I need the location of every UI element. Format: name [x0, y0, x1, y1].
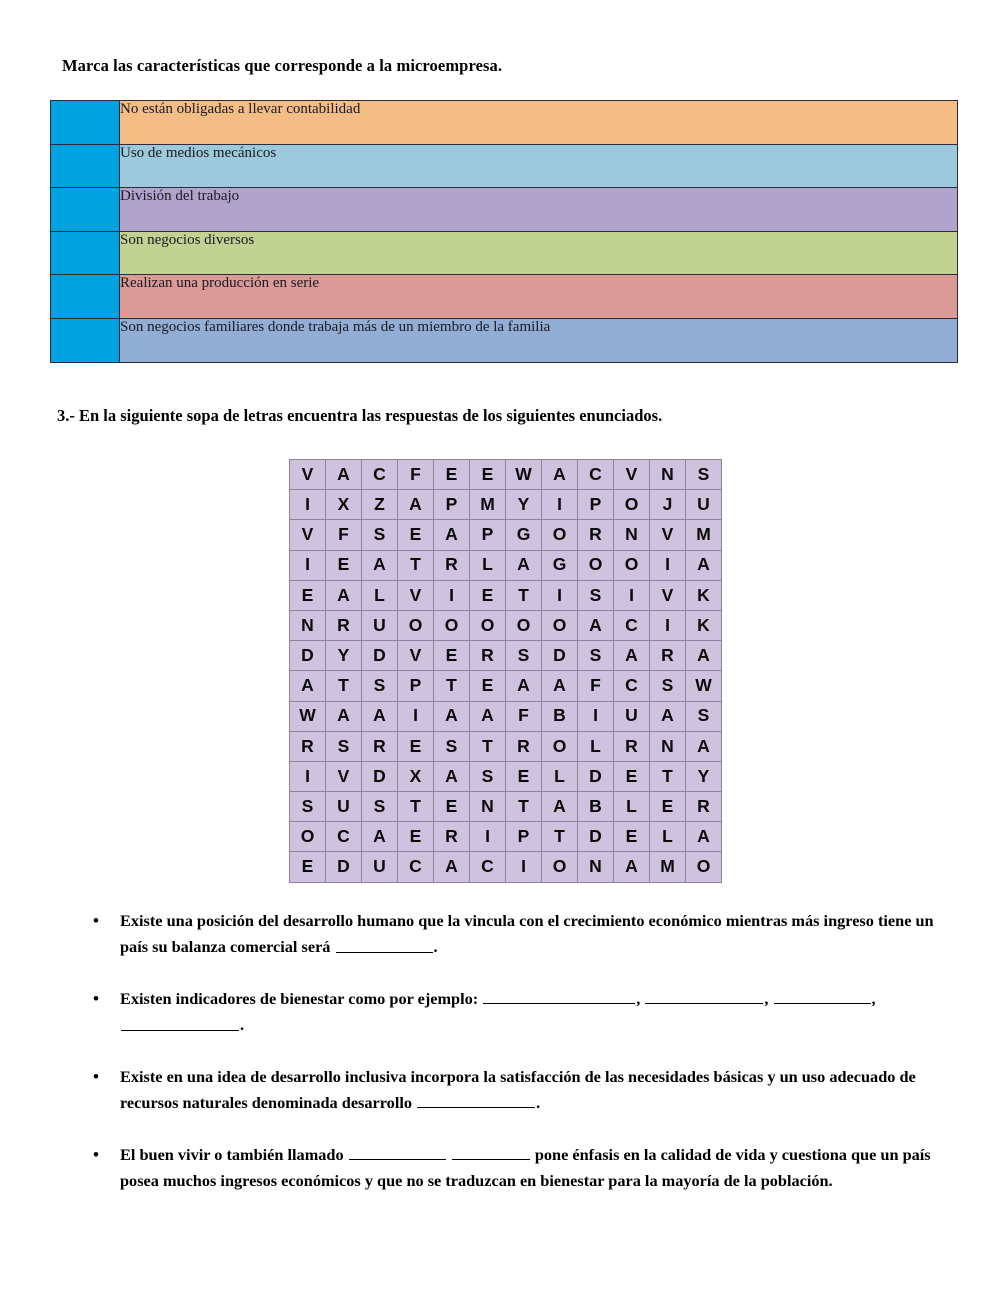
wordsearch-cell[interactable]: A [542, 671, 578, 701]
question-text: , [871, 989, 876, 1008]
wordsearch-cell[interactable]: T [542, 822, 578, 852]
characteristic-checkbox-cell[interactable] [51, 144, 120, 188]
wordsearch-cell[interactable]: A [686, 822, 722, 852]
wordsearch-cell[interactable]: A [614, 852, 650, 882]
wordsearch-cell[interactable]: O [686, 852, 722, 882]
wordsearch-cell[interactable]: I [614, 580, 650, 610]
wordsearch-cell[interactable]: O [290, 822, 326, 852]
wordsearch-cell[interactable]: F [506, 701, 542, 731]
wordsearch-cell[interactable]: V [650, 580, 686, 610]
wordsearch-cell[interactable]: D [362, 641, 398, 671]
characteristic-row [51, 275, 958, 319]
wordsearch-cell[interactable]: U [362, 852, 398, 882]
wordsearch-cell[interactable]: A [362, 550, 398, 580]
wordsearch-cell[interactable]: I [290, 550, 326, 580]
wordsearch-cell[interactable]: N [470, 792, 506, 822]
characteristic-checkbox-cell[interactable] [51, 318, 120, 362]
wordsearch-cell[interactable]: I [434, 580, 470, 610]
wordsearch-cell[interactable]: R [362, 731, 398, 761]
wordsearch-cell[interactable]: I [290, 490, 326, 520]
wordsearch-cell[interactable]: N [650, 731, 686, 761]
wordsearch-cell[interactable]: S [362, 792, 398, 822]
wordsearch-cell[interactable]: W [290, 701, 326, 731]
answer-blank[interactable] [417, 1090, 535, 1108]
wordsearch-cell[interactable]: S [290, 792, 326, 822]
wordsearch-cell[interactable]: S [506, 641, 542, 671]
answer-blank[interactable] [336, 934, 433, 952]
wordsearch-cell[interactable]: L [614, 792, 650, 822]
wordsearch-cell[interactable]: P [506, 822, 542, 852]
wordsearch-cell[interactable]: E [434, 460, 470, 490]
wordsearch-grid[interactable] [289, 459, 722, 883]
characteristic-label: Uso de medios mecánicos [120, 144, 958, 188]
wordsearch-cell[interactable]: R [686, 792, 722, 822]
wordsearch-cell[interactable]: O [470, 610, 506, 640]
wordsearch-cell[interactable]: A [542, 792, 578, 822]
wordsearch-cell[interactable]: S [470, 761, 506, 791]
wordsearch-cell[interactable]: U [362, 610, 398, 640]
wordsearch-cell[interactable]: S [434, 731, 470, 761]
wordsearch-row [290, 641, 722, 671]
wordsearch-cell[interactable]: C [578, 460, 614, 490]
wordsearch-cell[interactable]: E [470, 460, 506, 490]
wordsearch-row [290, 671, 722, 701]
wordsearch-cell[interactable]: T [398, 792, 434, 822]
wordsearch-cell[interactable]: Y [326, 641, 362, 671]
wordsearch-cell[interactable]: M [686, 520, 722, 550]
characteristic-row [51, 188, 958, 232]
question-text: pone énfasis en la calidad de vida y cuestiona que un país posea muchos ingresos económicos y que no se traduzcan en bienestar para la mayoría de la población. [120, 1144, 931, 1191]
answer-blank[interactable] [349, 1142, 446, 1160]
answer-blank[interactable] [774, 986, 871, 1004]
wordsearch-cell[interactable]: I [290, 761, 326, 791]
wordsearch-cell[interactable]: T [398, 550, 434, 580]
characteristic-row [51, 101, 958, 145]
wordsearch-cell[interactable]: E [614, 761, 650, 791]
wordsearch-cell[interactable]: I [470, 822, 506, 852]
question-text: , [764, 989, 773, 1008]
wordsearch-cell[interactable]: Y [506, 490, 542, 520]
wordsearch-cell[interactable]: V [398, 641, 434, 671]
characteristic-label: No están obligadas a llevar contabilidad [120, 101, 958, 145]
wordsearch-cell[interactable]: L [362, 580, 398, 610]
wordsearch-cell[interactable]: S [650, 671, 686, 701]
wordsearch-cell[interactable]: F [578, 671, 614, 701]
wordsearch-cell[interactable]: A [326, 460, 362, 490]
wordsearch-cell[interactable]: S [686, 701, 722, 731]
wordsearch-cell[interactable]: T [326, 671, 362, 701]
wordsearch-cell[interactable]: E [434, 792, 470, 822]
wordsearch-cell[interactable]: V [614, 460, 650, 490]
wordsearch-row [290, 550, 722, 580]
wordsearch-cell[interactable]: R [470, 641, 506, 671]
wordsearch-cell[interactable]: D [542, 641, 578, 671]
wordsearch-question-title: 3.- En la siguiente sopa de letras encuentra las respuestas de los siguientes enunciados. [57, 406, 663, 425]
wordsearch-cell[interactable]: P [578, 490, 614, 520]
wordsearch-cell[interactable]: A [398, 490, 434, 520]
wordsearch-cell[interactable]: O [614, 550, 650, 580]
wordsearch-cell[interactable]: S [326, 731, 362, 761]
wordsearch-cell[interactable]: K [686, 610, 722, 640]
wordsearch-cell[interactable]: O [542, 610, 578, 640]
wordsearch-cell[interactable]: V [290, 520, 326, 550]
wordsearch-cell[interactable]: W [686, 671, 722, 701]
wordsearch-cell[interactable]: S [362, 671, 398, 701]
characteristics-table [50, 100, 958, 363]
characteristic-checkbox-cell[interactable] [51, 275, 120, 319]
question-text: Existen indicadores de bienestar como por ejemplo: [120, 989, 483, 1008]
wordsearch-cell[interactable]: D [290, 641, 326, 671]
characteristic-label: Son negocios familiares donde trabaja más de un miembro de la familia [120, 318, 958, 362]
wordsearch-cell[interactable]: U [614, 701, 650, 731]
wordsearch-cell[interactable]: O [614, 490, 650, 520]
wordsearch-cell[interactable]: E [470, 671, 506, 701]
wordsearch-cell[interactable]: A [686, 641, 722, 671]
wordsearch-row [290, 580, 722, 610]
wordsearch-cell[interactable]: E [614, 822, 650, 852]
wordsearch-row [290, 520, 722, 550]
wordsearch-cell[interactable]: J [650, 490, 686, 520]
question-list [85, 908, 965, 1220]
wordsearch-cell[interactable]: Z [362, 490, 398, 520]
wordsearch-cell[interactable]: C [470, 852, 506, 882]
wordsearch-cell[interactable]: T [506, 580, 542, 610]
wordsearch-row [290, 460, 722, 490]
wordsearch-cell[interactable]: N [650, 460, 686, 490]
wordsearch-cell[interactable]: U [686, 490, 722, 520]
wordsearch-cell[interactable]: G [506, 520, 542, 550]
wordsearch-cell[interactable]: O [506, 610, 542, 640]
wordsearch-cell[interactable]: R [506, 731, 542, 761]
wordsearch-cell[interactable]: X [326, 490, 362, 520]
question-item [85, 986, 965, 1039]
wordsearch-row [290, 731, 722, 761]
wordsearch-cell[interactable]: V [290, 460, 326, 490]
question-text: Existe una posición del desarrollo humano que la vincula con el crecimiento económico mientras más ingreso tiene un país su balanza comercial será [120, 911, 934, 957]
wordsearch-cell[interactable]: F [326, 520, 362, 550]
question-text: . [240, 1015, 245, 1035]
wordsearch-cell[interactable]: I [578, 701, 614, 731]
wordsearch-cell[interactable]: E [398, 822, 434, 852]
wordsearch-cell[interactable]: A [614, 641, 650, 671]
wordsearch-cell[interactable]: E [290, 852, 326, 882]
answer-blank[interactable] [452, 1142, 530, 1160]
wordsearch-cell[interactable]: L [650, 822, 686, 852]
wordsearch-cell[interactable]: B [542, 701, 578, 731]
wordsearch-cell[interactable]: A [578, 610, 614, 640]
wordsearch-row [290, 852, 722, 882]
characteristic-label: Son negocios diversos [120, 231, 958, 275]
wordsearch-cell[interactable]: M [650, 852, 686, 882]
wordsearch-cell[interactable]: I [542, 580, 578, 610]
characteristic-row [51, 318, 958, 362]
question-text: , [636, 989, 645, 1008]
characteristic-checkbox-cell[interactable] [51, 231, 120, 275]
wordsearch-cell[interactable]: T [650, 761, 686, 791]
wordsearch-cell[interactable]: O [578, 550, 614, 580]
wordsearch-cell[interactable]: M [470, 490, 506, 520]
wordsearch-cell[interactable]: S [578, 641, 614, 671]
wordsearch-cell[interactable]: E [470, 580, 506, 610]
wordsearch-cell[interactable]: K [686, 580, 722, 610]
wordsearch-cell[interactable]: T [434, 671, 470, 701]
characteristic-checkbox-cell[interactable] [51, 101, 120, 145]
wordsearch-cell[interactable]: I [650, 550, 686, 580]
wordsearch-cell[interactable]: E [650, 792, 686, 822]
wordsearch-cell[interactable]: A [434, 701, 470, 731]
wordsearch-cell[interactable]: R [578, 520, 614, 550]
wordsearch-cell[interactable]: V [650, 520, 686, 550]
wordsearch-cell[interactable]: C [614, 610, 650, 640]
question-text [447, 1145, 451, 1164]
wordsearch-cell[interactable]: A [506, 550, 542, 580]
wordsearch-cell[interactable]: O [398, 610, 434, 640]
wordsearch-cell[interactable]: E [398, 520, 434, 550]
wordsearch-cell[interactable]: T [470, 731, 506, 761]
wordsearch-grid-body [290, 460, 722, 883]
wordsearch-cell[interactable]: N [578, 852, 614, 882]
question-text: . [433, 937, 438, 957]
wordsearch-row [290, 822, 722, 852]
wordsearch-cell[interactable]: I [542, 490, 578, 520]
wordsearch-cell[interactable]: D [326, 852, 362, 882]
wordsearch-cell[interactable]: R [614, 731, 650, 761]
answer-blank[interactable] [645, 986, 763, 1004]
wordsearch-cell[interactable]: P [398, 671, 434, 701]
wordsearch-cell[interactable]: A [362, 822, 398, 852]
wordsearch-cell[interactable]: A [290, 671, 326, 701]
wordsearch-cell[interactable]: A [326, 701, 362, 731]
question-text: Existe en una idea de desarrollo inclusiva incorpora la satisfacción de las necesidades básicas y un uso adecuado de recursos naturales denominada desarrollo [120, 1066, 916, 1113]
wordsearch-row [290, 761, 722, 791]
answer-blank[interactable] [121, 1012, 239, 1030]
wordsearch-cell[interactable]: S [686, 460, 722, 490]
wordsearch-cell[interactable]: U [326, 792, 362, 822]
wordsearch-cell[interactable]: L [542, 761, 578, 791]
question-text: El buen vivir o también llamado [120, 1144, 348, 1164]
wordsearch-cell[interactable]: A [326, 580, 362, 610]
wordsearch-cell[interactable]: C [362, 460, 398, 490]
wordsearch-cell[interactable]: I [650, 610, 686, 640]
wordsearch-cell[interactable]: O [542, 731, 578, 761]
wordsearch-cell[interactable]: A [686, 550, 722, 580]
wordsearch-row [290, 610, 722, 640]
wordsearch-cell[interactable]: N [290, 610, 326, 640]
characteristic-row [51, 231, 958, 275]
wordsearch-cell[interactable]: A [434, 761, 470, 791]
wordsearch-cell[interactable]: A [434, 852, 470, 882]
wordsearch-cell[interactable]: O [434, 610, 470, 640]
wordsearch-cell[interactable]: W [506, 460, 542, 490]
wordsearch-cell[interactable]: I [398, 701, 434, 731]
characteristics-table-body [51, 101, 958, 363]
wordsearch-cell[interactable]: D [362, 761, 398, 791]
wordsearch-cell[interactable]: V [398, 580, 434, 610]
wordsearch-cell[interactable]: I [506, 852, 542, 882]
wordsearch-cell[interactable]: P [434, 490, 470, 520]
wordsearch-row [290, 701, 722, 731]
wordsearch-cell[interactable]: A [506, 671, 542, 701]
wordsearch-cell[interactable]: A [434, 520, 470, 550]
wordsearch-cell[interactable]: C [614, 671, 650, 701]
wordsearch-cell[interactable]: V [326, 761, 362, 791]
answer-blank[interactable] [483, 986, 635, 1004]
wordsearch-cell[interactable]: E [506, 761, 542, 791]
question-item [85, 1064, 965, 1117]
wordsearch-row [290, 792, 722, 822]
characteristic-row [51, 144, 958, 188]
wordsearch-cell[interactable]: R [290, 731, 326, 761]
wordsearch-cell[interactable]: R [434, 822, 470, 852]
wordsearch-cell[interactable]: S [362, 520, 398, 550]
wordsearch-cell[interactable]: Y [686, 761, 722, 791]
wordsearch-cell[interactable]: L [578, 731, 614, 761]
wordsearch-cell[interactable]: B [578, 792, 614, 822]
wordsearch-cell[interactable]: E [290, 580, 326, 610]
characteristic-checkbox-cell[interactable] [51, 188, 120, 232]
wordsearch-cell[interactable]: N [614, 520, 650, 550]
characteristic-label: Realizan una producción en serie [120, 275, 958, 319]
wordsearch-cell[interactable]: E [398, 731, 434, 761]
characteristics-question-title: Marca las características que corresponde a la microempresa. [62, 56, 503, 75]
wordsearch-cell[interactable]: C [326, 822, 362, 852]
question-text: . [536, 1093, 541, 1113]
wordsearch-cell[interactable]: O [542, 852, 578, 882]
wordsearch-cell[interactable]: E [434, 641, 470, 671]
wordsearch-cell[interactable]: A [362, 701, 398, 731]
wordsearch-cell[interactable]: X [398, 761, 434, 791]
wordsearch-cell[interactable]: R [326, 610, 362, 640]
wordsearch-cell[interactable]: F [398, 460, 434, 490]
wordsearch-cell[interactable]: A [470, 701, 506, 731]
wordsearch-cell[interactable]: A [542, 460, 578, 490]
wordsearch-cell[interactable]: A [650, 701, 686, 731]
wordsearch-cell[interactable]: C [398, 852, 434, 882]
wordsearch-cell[interactable]: D [578, 761, 614, 791]
wordsearch-cell[interactable]: T [506, 792, 542, 822]
wordsearch-cell[interactable]: R [434, 550, 470, 580]
wordsearch-cell[interactable]: S [578, 580, 614, 610]
question-item [85, 908, 965, 961]
wordsearch-cell[interactable]: R [650, 641, 686, 671]
wordsearch-cell[interactable]: D [578, 822, 614, 852]
wordsearch-cell[interactable]: O [542, 520, 578, 550]
question-item [85, 1142, 965, 1195]
wordsearch-cell[interactable]: A [686, 731, 722, 761]
wordsearch-cell[interactable]: L [470, 550, 506, 580]
wordsearch-cell[interactable]: P [470, 520, 506, 550]
characteristic-label: División del trabajo [120, 188, 958, 232]
wordsearch-row [290, 490, 722, 520]
wordsearch-cell[interactable]: E [326, 550, 362, 580]
wordsearch-cell[interactable]: G [542, 550, 578, 580]
